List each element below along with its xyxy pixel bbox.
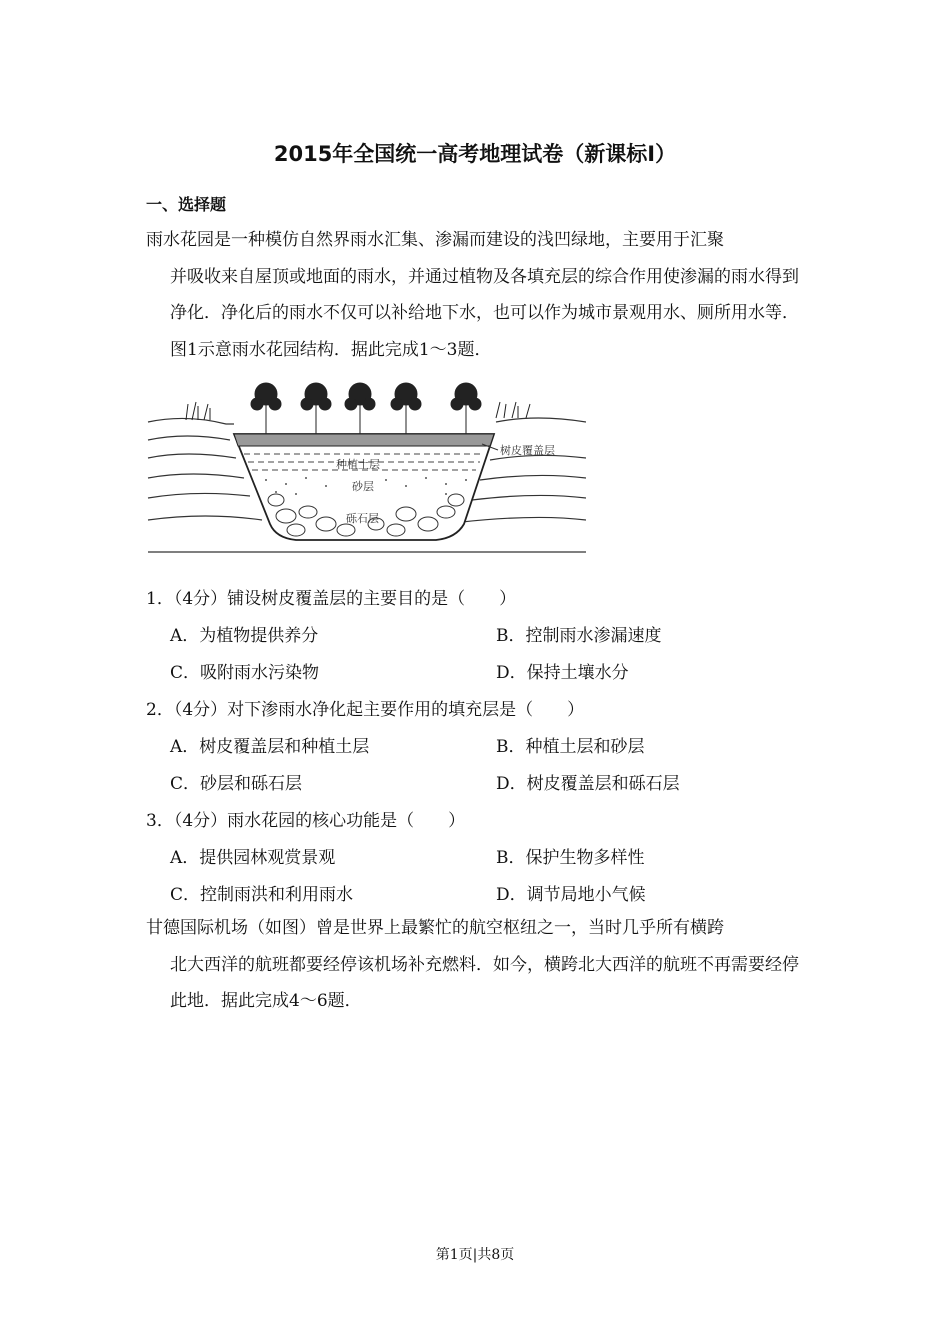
q3-option-b: B．保护生物多样性 <box>496 848 645 868</box>
intro-paragraph-2 <box>146 910 810 1020</box>
q2-option-a: A．树皮覆盖层和种植土层 <box>170 737 370 757</box>
page-footer: 第1页|共8页 <box>435 1247 515 1263</box>
label-bark-cover: 树皮覆盖层 <box>500 444 555 457</box>
label-gravel: 砾石层 <box>346 512 379 525</box>
q1-option-c: C．吸附雨水污染物 <box>170 663 320 683</box>
question-1-stem: 1．（4分）铺设树皮覆盖层的主要目的是（ ） <box>146 589 517 609</box>
intro-paragraph-1 <box>146 222 810 368</box>
label-sand: 砂层 <box>352 480 374 493</box>
q1-option-a: A．为植物提供养分 <box>170 626 319 646</box>
bark-cover-layer <box>234 434 494 446</box>
intro-1-first-line: 雨水花园是一种模仿自然界雨水汇集、渗漏而建设的浅凹绿地，主要用于汇聚 <box>146 230 724 250</box>
plants <box>251 383 481 434</box>
page-title: 2015年全国统一高考地理试卷（新课标Ⅰ） <box>273 142 677 166</box>
label-planting-soil: 种植土层 <box>336 458 380 471</box>
q1-option-d: D．保持土壤水分 <box>496 663 629 683</box>
q2-option-b: B．种植土层和砂层 <box>496 737 645 757</box>
intro-1-rest: 并吸收来自屋顶或地面的雨水，并通过植物及各填充层的综合作用使渗漏的雨水得到净化．净化后的雨水不仅可以补给地下水，也可以作为城市景观用水、厕所用水等．图1示意雨水花园结构．据此完成1～3题． <box>170 266 799 360</box>
q2-option-c: C．砂层和砾石层 <box>170 774 303 794</box>
question-2-stem: 2．（4分）对下渗雨水净化起主要作用的填充层是（ ） <box>146 700 585 720</box>
rain-garden-diagram <box>146 374 586 560</box>
intro-2-rest: 北大西洋的航班都要经停该机场补充燃料．如今，横跨北大西洋的航班不再需要经停此地．据此完成4～6题． <box>170 954 799 1011</box>
question-3-stem: 3．（4分）雨水花园的核心功能是（ ） <box>146 811 466 831</box>
intro-2-first-line: 甘德国际机场（如图）曾是世界上最繁忙的航空枢纽之一，当时几乎所有横跨 <box>146 918 724 938</box>
q1-option-b: B．控制雨水渗漏速度 <box>496 626 662 646</box>
q3-option-d: D．调节局地小气候 <box>496 885 646 905</box>
rain-garden-figure <box>146 374 586 560</box>
q2-option-d: D．树皮覆盖层和砾石层 <box>496 774 680 794</box>
q3-option-c: C．控制雨洪和利用雨水 <box>170 885 354 905</box>
q3-option-a: A．提供园林观赏景观 <box>170 848 336 868</box>
section-heading: 一、选择题 <box>146 195 227 214</box>
